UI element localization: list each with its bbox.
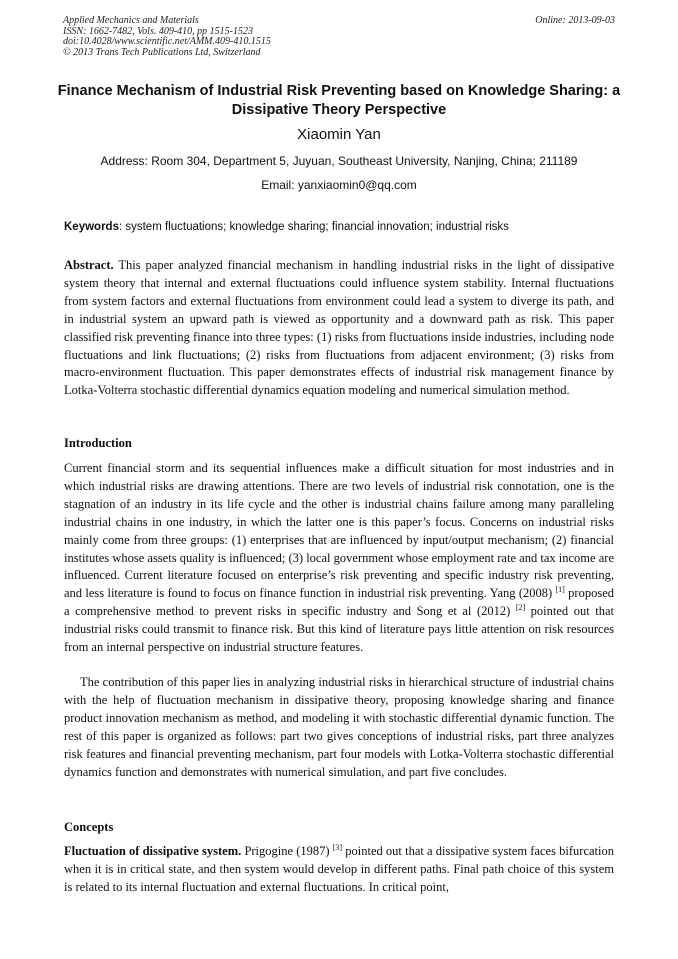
copyright-line: © 2013 Trans Tech Publications Ltd, Switzerland xyxy=(63,46,261,58)
intro-text-a: Current financial storm and its sequential influences make a difficult situation for most industries and in which industrial risks are drawing attentions. There are two levels of industrial risk connotation, one is the stagnation of an industry in its life cycle and the other is industrial chains failure among many paralleling industrial chains in one industry, in which the latter one is this paper’s focus. Concerns on industrial risks mainly come from three groups: (1) enterprises that are influenced by input/output mechanism; (2) financial institutes whose assets quality is influenced; (3) local government whose employment rate and tax income are influenced. Current literature focused on enterprise’s risk preventing and specific industry risk preventing, and less literature is found to focus on finance function in industrial risk preventing. Yang (2008) xyxy=(64,461,614,601)
author-email: Email: yanxiaomin0@qq.com xyxy=(261,178,417,192)
author-address: Address: Room 304, Department 5, Juyuan, Southeast University, Nanjing, China; 211189 xyxy=(100,154,578,168)
section-heading-concepts: Concepts xyxy=(64,820,114,834)
abstract-label: Abstract. xyxy=(64,258,114,272)
doi-line: doi:10.4028/www.scientific.net/AMM.409-410.1515 xyxy=(63,36,271,47)
concepts-text-b: pointed out that a dissipative system faces bifurcation when it is in critical state, and then system would develop in different paths. Final path choice of this system is related to its internal fluctuation and external fluctuations. In critical point, xyxy=(64,844,614,894)
concepts-lead: Fluctuation of dissipative system. xyxy=(64,844,242,858)
issn-line: ISSN: 1662-7482, Vols. 409-410, pp 1515-1523 xyxy=(63,25,253,37)
intro-text-c: pointed out that industrial risks could transmit to finance risk. But this kind of literature pays little attention on risk resources from an internal perspective on industrial structure features. xyxy=(64,604,614,655)
concepts-text-a: Prigogine (1987) xyxy=(241,844,333,858)
abstract xyxy=(64,257,614,400)
paper-title: Finance Mechanism of Industrial Risk Preventing based on Knowledge Sharing: a Dissipative Theory Perspective xyxy=(57,83,621,118)
citation-1: [1] xyxy=(555,585,565,595)
section-heading-introduction: Introduction xyxy=(64,436,132,450)
citation-3: [3] xyxy=(332,842,343,852)
author-name: Xiaomin Yan xyxy=(297,126,381,143)
journal-header xyxy=(63,16,615,58)
online-date: Online: 2013-09-03 xyxy=(535,15,615,26)
concepts-paragraph xyxy=(64,843,614,897)
keywords-text: : system fluctuations; knowledge sharing; financial innovation; industrial risks xyxy=(118,221,509,233)
introduction-paragraph-2: The contribution of this paper lies in analyzing industrial risks in hierarchical structure of industrial chains with the help of fluctuation mechanism in dissipative theory, proposing knowledge sharing and finance product innovation mechanism as method, and modeling it with stochastic differential dynamic function. The rest of this paper is organized as follows: part two gives conceptions of industrial risks, part three analyzes risk features and financial preventing mechanism, part four models with Lotka-Volterra stochastic differential dynamics function and demonstrates with numerical simulation, and part five concludes. xyxy=(64,675,614,779)
keywords xyxy=(64,219,616,235)
introduction-paragraph-1 xyxy=(64,460,614,657)
intro-text-b: proposed a comprehensive method to prevent risks in specific industry and Song et al (2012) xyxy=(64,586,614,619)
abstract-text: This paper analyzed financial mechanism in handling industrial risks in the light of dissipative system theory that internal and external fluctuations could influence system stability. Internal fluctuations from system factors and external fluctuations from environment could lead a system to diverge its path, and in industrial system an upward path is viewed as opportunity and a downward path as risk. This paper classified risk preventing finance into three types: (1) risks from fluctuations inside industries, including node fluctuations and link fluctuations; (2) risks from fluctuations from adjacent environment; (3) risks from macro-environment fluctuation. This paper demonstrates effects of industrial risk management finance by Lotka-Volterra stochastic differential dynamics equation modeling and numerical simulation method. xyxy=(64,258,614,398)
keywords-label: Keywords xyxy=(64,221,119,233)
citation-2: [2] xyxy=(515,603,526,613)
journal-name: Applied Mechanics and Materials xyxy=(63,15,199,26)
